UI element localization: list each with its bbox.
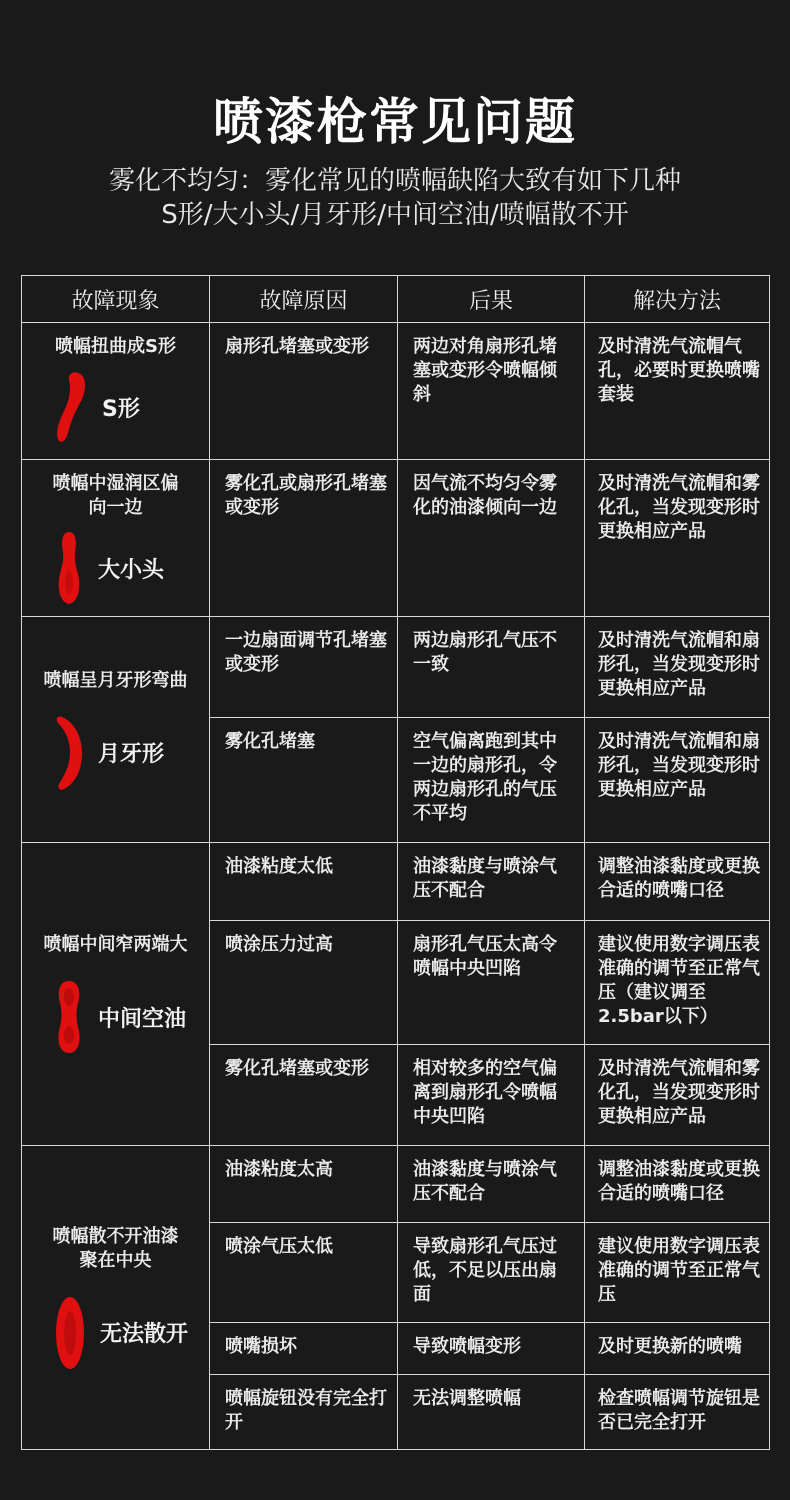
cause-cell: 一边扇面调节孔堵塞或变形 (210, 617, 398, 718)
cause-cell: 喷涂压力过高 (210, 921, 398, 1045)
effect-cell: 油漆黏度与喷涂气压不配合 (398, 843, 585, 921)
fix-cell: 及时清洗气流帽和雾化孔，当发现变形时更换相应产品 (585, 1045, 770, 1146)
fix-cell: 及时清洗气流帽和扇形孔，当发现变形时更换相应产品 (585, 617, 770, 718)
symptom-cell-crescent (22, 617, 210, 843)
effect-cell: 两边扇形孔气压不一致 (398, 617, 585, 718)
table-row (22, 460, 770, 617)
effect-cell: 因气流不均匀令雾化的油漆倾向一边 (398, 460, 585, 617)
fix-cell: 及时更换新的喷嘴 (585, 1323, 770, 1375)
subtitle-line-2: S形/大小头/月牙形/中间空油/喷幅散不开 (161, 200, 629, 230)
fix-cell: 建议使用数字调压表准确的调节至正常气压 (585, 1223, 770, 1323)
symptom-label: 大小头 (98, 557, 165, 583)
effect-cell: 无法调整喷幅 (398, 1375, 585, 1450)
problems-table (21, 275, 770, 1450)
symptom-text: 喷幅中间窄两端大 (43, 934, 188, 955)
fix-cell: 检查喷幅调节旋钮是否已完全打开 (585, 1375, 770, 1450)
table-row (22, 1146, 770, 1223)
hollow-middle-icon (54, 979, 84, 1055)
fix-cell: 调整油漆黏度或更换合适的喷嘴口径 (585, 1146, 770, 1223)
cause-cell: 雾化孔堵塞 (210, 718, 398, 843)
header-symptom: 故障现象 (22, 276, 210, 323)
fix-cell: 调整油漆黏度或更换合适的喷嘴口径 (585, 843, 770, 921)
symptom-cell-no-spread (22, 1146, 210, 1450)
symptom-label: 中间空油 (98, 1006, 187, 1032)
no-spread-icon (54, 1295, 86, 1371)
effect-cell: 相对较多的空气偏离到扇形孔令喷幅中央凹陷 (398, 1045, 585, 1146)
fix-cell: 及时清洗气流帽气孔，必要时更换喷嘴套装 (585, 323, 770, 460)
cause-cell: 喷嘴损坏 (210, 1323, 398, 1375)
table-row (22, 843, 770, 921)
effect-cell: 扇形孔气压太高令喷幅中央凹陷 (398, 921, 585, 1045)
symptom-label: S形 (102, 396, 140, 422)
page-title: 喷漆枪常见问题 (213, 93, 577, 151)
symptom-cell-s-shape (22, 323, 210, 460)
symptom-text: 喷幅扭曲成S形 (55, 336, 176, 357)
table-row (22, 323, 770, 460)
cause-cell: 雾化孔或扇形孔堵塞或变形 (210, 460, 398, 617)
symptom-label: 无法散开 (100, 1322, 189, 1347)
effect-cell: 油漆黏度与喷涂气压不配合 (398, 1146, 585, 1223)
subtitle-line-1: 雾化不均匀：雾化常见的喷幅缺陷大致有如下几种 (108, 166, 681, 196)
cause-cell: 雾化孔堵塞或变形 (210, 1045, 398, 1146)
header-fix: 解决方法 (585, 276, 770, 323)
cause-cell: 油漆粘度太高 (210, 1146, 398, 1223)
symptom-text: 喷幅呈月牙形弯曲 (43, 669, 188, 691)
header-row (22, 276, 770, 323)
fix-cell: 及时清洗气流帽和雾化孔，当发现变形时更换相应产品 (585, 460, 770, 617)
cause-cell: 喷涂气压太低 (210, 1223, 398, 1323)
big-small-head-icon (54, 530, 84, 606)
fix-cell: 及时清洗气流帽和扇形孔，当发现变形时更换相应产品 (585, 718, 770, 843)
symptom-label: 月牙形 (98, 742, 165, 767)
crescent-icon (54, 715, 84, 791)
page-subtitle (0, 164, 790, 232)
effect-cell: 导致喷幅变形 (398, 1323, 585, 1375)
symptom-cell-big-small-head (22, 460, 210, 617)
effect-cell: 两边对角扇形孔堵塞或变形令喷幅倾斜 (398, 323, 585, 460)
cause-cell: 喷幅旋钮没有完全打开 (210, 1375, 398, 1450)
symptom-cell-hollow-middle (22, 843, 210, 1146)
fix-cell: 建议使用数字调压表准确的调节至正常气压（建议调至2.5bar以下） (585, 921, 770, 1045)
s-shape-icon (54, 369, 88, 445)
symptom-text: 喷幅中湿润区偏向一边 (52, 473, 179, 518)
symptom-text: 喷幅散不开油漆聚在中央 (52, 1225, 179, 1271)
header-effect: 后果 (398, 276, 585, 323)
header-cause: 故障原因 (210, 276, 398, 323)
cause-cell: 扇形孔堵塞或变形 (210, 323, 398, 460)
effect-cell: 导致扇形孔气压过低，不足以压出扇面 (398, 1223, 585, 1323)
table-row (22, 617, 770, 718)
effect-cell: 空气偏离跑到其中一边的扇形孔，令两边扇形孔的气压不平均 (398, 718, 585, 843)
cause-cell: 油漆粘度太低 (210, 843, 398, 921)
